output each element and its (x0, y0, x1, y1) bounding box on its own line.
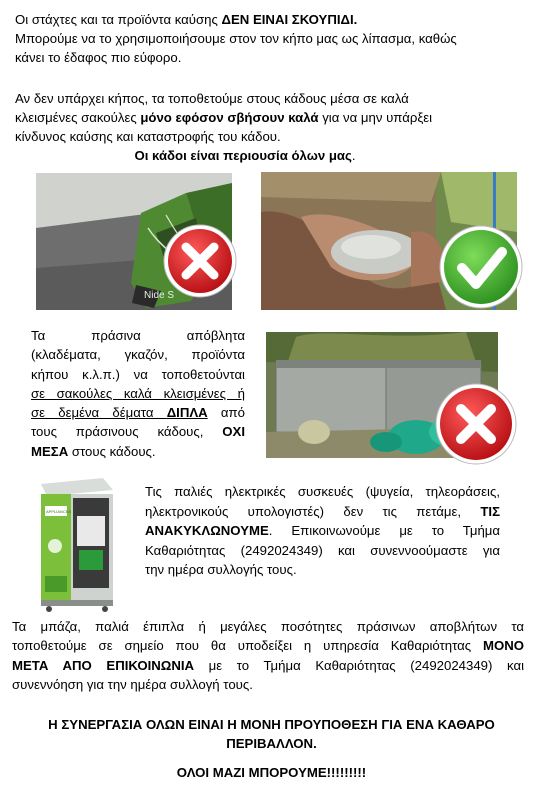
closing-slogan: ΟΛΟΙ ΜΑΖΙ ΜΠΟΡΟΥΜΕ!!!!!!!!! (176, 765, 367, 780)
check-mark-icon (438, 224, 524, 310)
ash-line-2: κλεισμένες σακούλες μόνο εφόσον σβήσουν καλά για να μην υπάρξει (15, 110, 433, 125)
x-mark-icon (162, 223, 238, 299)
ash-line-3: κίνδυνος καύσης και καταστροφής του κάδου. (15, 129, 281, 144)
bulky-line-3: ΜΕΤΑ ΑΠΟ ΕΠΙΚΟΙΝΩΝΙΑ με το Τμήμα Καθαριότητας (2492024349) και (12, 657, 524, 673)
appliance-recycling-box-photo (33, 476, 119, 614)
burnt-bin-writing: Nide S (144, 290, 175, 301)
green-line-1: Τα πράσινα απόβλητα (31, 328, 245, 343)
green-line-2: (κλαδέματα, γκαζόν, προϊόντα (31, 347, 245, 363)
intro-line-2: Μπορούμε να το χρησιμοποιήσουμε στον τον κήπο μας ως λίπασμα, καθώς (15, 31, 457, 46)
ash-bins-paragraph (15, 89, 515, 165)
ash-line-4: Οι κάδοι είναι περιουσία όλων μας. (134, 148, 356, 163)
intro-line-3: κάνει το έδαφος πιο εύφορο. (15, 50, 182, 65)
green-line-4: σε σακούλες καλά κλεισμένες ή (31, 385, 245, 401)
closing-section (0, 715, 543, 782)
elec-line-3: ΑΝΑΚΥΚΛΩΝΟΥΜΕ. Επικοινωνούμε με το Τμήμα (145, 523, 500, 538)
ash-line-1: Αν δεν υπάρχει κήπος, τα τοποθετούμε στους κάδους μέσα σε καλά (15, 91, 409, 106)
bulky-line-1: Τα μπάζα, παλιά έπιπλα ή μεγάλες ποσότητες πράσινων αποβλήτων τα (12, 619, 524, 634)
closing-line-1: Η ΣΥΝΕΡΓΑΣΙΑ ΟΛΩΝ ΕΙΝΑΙ Η ΜΟΝΗ ΠΡΟΥΠΟΘΕΣΗ ΓΙΑ ΕΝΑ ΚΑΘΑΡΟ (48, 717, 495, 732)
green-line-7: ΜΕΣΑ στους κάδους. (31, 443, 156, 459)
electrical-paragraph (145, 482, 500, 580)
elec-line-1: Τις παλιές ηλεκτρικές συσκευές (ψυγεία, τηλεοράσεις, (145, 484, 500, 499)
intro-line-1: Οι στάχτες και τα προϊόντα καύσης ΔΕΝ ΕΙΝΑΙ ΣΚΟΥΠΙΔΙ. (15, 12, 358, 27)
green-line-6: τους πράσινους κάδους, ΟΧΙ (31, 424, 245, 440)
bulky-line-2: τοποθετούμε σε σημείο που θα υποδείξει η υπηρεσία Καθαριότητας ΜΟΝΟ (12, 638, 524, 654)
elec-line-4: Καθαριότητας (2492024349) και συνεννοούμαστε για (145, 542, 500, 558)
x-mark-icon (434, 382, 518, 466)
box-brand-text: APPLIANCES (46, 509, 72, 514)
closing-line-2: ΠΕΡΙΒΑΛΛΟΝ. (226, 736, 317, 751)
elec-line-2: ηλεκτρονικούς υπολογιστές) δεν τις πετάμε, ΤΙΣ (145, 503, 500, 519)
bulky-waste-paragraph (12, 617, 524, 694)
green-line-5: σε δεμένα δέματα ΔΙΠΛΑ από (31, 405, 245, 421)
intro-section (15, 10, 515, 67)
green-line-3: κήπου κ.λ.π.) να τοποθετούνται (31, 366, 245, 382)
green-waste-paragraph (31, 326, 245, 461)
elec-line-5: την ημέρα συλλογής τους. (145, 562, 297, 577)
bulky-line-4: συνεννόηση για την ημέρα συλλογή τους. (12, 676, 253, 692)
